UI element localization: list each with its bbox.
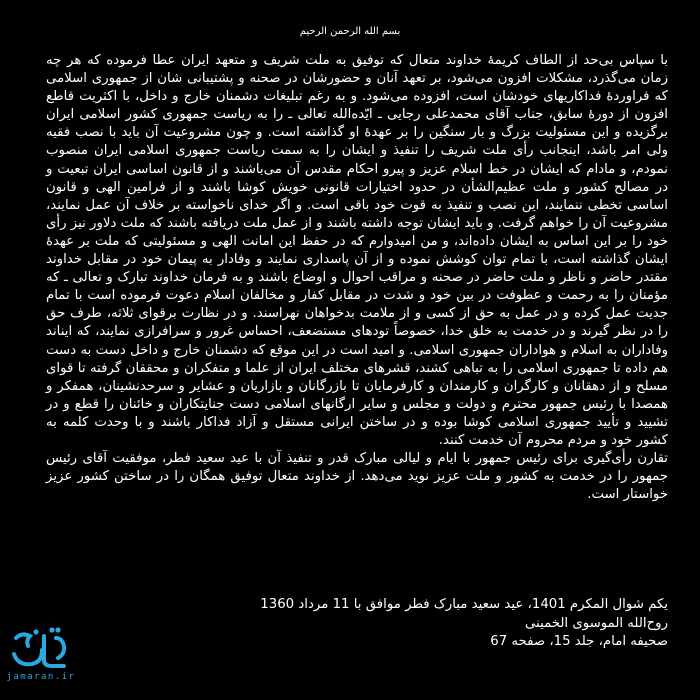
- signoff-block: [108, 596, 668, 652]
- document-heading: بسم الله الرحمن الرحیم: [299, 26, 401, 37]
- signature-line: روح‌الله الموسوی الخمینی: [525, 615, 668, 631]
- source-citation: صحیفه امام، جلد 15، صفحه 67: [490, 634, 668, 650]
- logo-caption: jamaran.ir: [6, 672, 76, 682]
- body-paragraph: با سپاس بی‌حد از الطاف کریمهٔ خداوند متعال که توفیق به ملت شریف و متعهد ایران عطا فرموده که هر چه زمان می‌گذرد، مشکلات افزون می‌شود، بر تعهد آنان و حضورشان در صحنه و پشتیبانی شان از جمهوری اسلامی که فراوردهٔ فداکاریهای خودشان است، افزوده می‌شود. و به رغم تبلیغات دشمنان خارج و داخل، با اکثریت قاطع افزون از دورهٔ سابق، جناب آقای محمدعلی رجایی ـ ایّده‌الله تعالی ـ را به ریاست جمهوری کشور اسلامی ایران برگزیده و این مسئولیت بزرگ و بار سنگین را بر عهدهٔ او گذاشته است. و چون مشروعیت آن باید با نصب فقیه ولی امر باشد، اینجانب رأی ملت شریف را تنفیذ و ایشان را به سمت ریاست جمهوری اسلامی ایران منصوب نمودم، و مادام که ایشان در خط اسلام عزیز و پیرو احکام مقدس آن می‌باشند و از قانون اساسی ایران تبعیت و در مصالح کشور و ملت عظیم‌الشأن در حدود اختیارات قانونی خویش کوشا باشند و از فرامین الهی و قانون اساسی تخطی ننمایند، این نصب و تنفیذ به قوت خود باقی است. و اگر خدای ناخواسته بر خلاف آن عمل نمایند، مشروعیت آن را خواهم گرفت. و باید ایشان توجه داشته باشند و از عمل ملت دریافته باشند که ملت دلاور نیز رأی خود را بر این اساس به ایشان داده‌اند، و من امیدوارم که در حفظ این امانت الهی و مسئولیتی که ملت بر عهدهٔ ایشان گذاشته است، با تمام توان کوشش نموده و از آن پاسداری نمایند و وفادار به پیمان خود در مقابل خداوند مقتدر حاضر و ناظر و ملت حاضر در صحنه و مراقب احوال و اوضاع باشند و به فرمان خداوند تبارک و تعالی ـ که مؤمنان را به رحمت و عطوفت در بین خود و شدت در مقابل کفار و مخالفان اسلام دعوت فرموده است با تمام جدیت عمل کرده و در عمل به حق از کسی و از ملامت بدخواهان نهراسند. و در نظارت برقوای ثلاثه، طرف حق را در نظر گیرند و در خدمت به خلق خدا، خصوصاً تودهای مستضعف، احساس غرور و سرافرازی نمایند، که ایناند وفاداران به اسلام و هواداران جمهوری اسلامی. و امید است در این موقع که دشمنان خارج و داخل دست به دست هم داده تا جمهوری اسلامی را به تباهی کشند، قشرهای مختلف ایران از علما و متفکران و محققان گرفته تا قوای مسلح و از دهقانان و کارگران و کارمندان و کارفرمایان تا بازرگانان و بازاریان و عشایر و سرحدنشینان، همفکر و همصدا با رئیس جمهور محترم و دولت و مجلس و سایر ارگانهای اسلامی دست جنایتکاران و خائنان را قطع و در تشیید و تأیید جمهوری اسلامی کوشا بوده و در ساختن ایرانی مستقل و آزاد فداکار باشند و با وحدت کلمه به کشور خود و مردم محروم آن خدمت کنند.: [46, 53, 668, 448]
- document-body: [46, 52, 668, 504]
- body-paragraph: تقارن رأی‌گیری برای رئیس جمهور با ایام و لیالی مبارک قدر و تنفیذ آن با عید سعید فطر، موفقیت آقای رئیس جمهور را در خدمت به کشور و ملت عزیز نوید می‌دهد. از خداوند متعال توفیق همگان را در ساختن کشور عزیز خواستار است.: [46, 451, 668, 503]
- jamaran-logo-icon: [6, 624, 76, 674]
- jamaran-logo: [6, 624, 76, 694]
- date-line: یکم شوال المکرم 1401، عید سعید مبارک فطر موافق با 11 مرداد 1360: [260, 597, 668, 612]
